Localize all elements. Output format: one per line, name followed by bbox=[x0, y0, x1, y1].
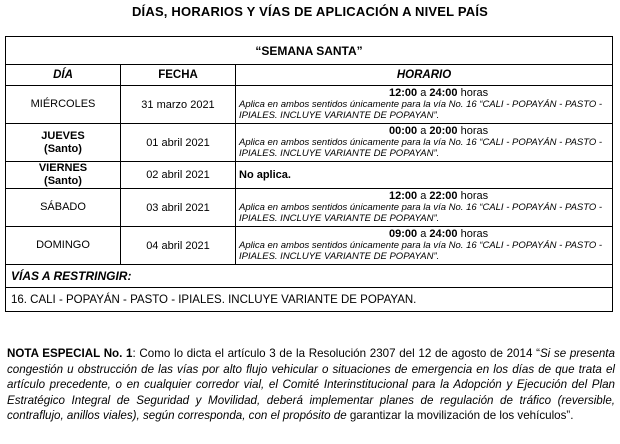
time-unit: horas bbox=[460, 125, 489, 137]
special-note-quote: Si se presenta congestión u obstrucción de las vías por alto flujo vehicular o situaciones de emergencia en los días de que trata el artículo precedente, o en cualquier corredor vial, el Comité Interinstitucional para la Adopción y Ejecución del Plan Estratégico Integral de Seguridad y Movilidad, deberá implementar planes de regulación de tráfico (reversible, contraflujo, anillos viales), según corresponda, con el propósito de bbox=[7, 347, 615, 423]
table-header-row bbox=[6, 65, 613, 86]
table-row bbox=[6, 124, 613, 162]
time-end: 24:00 bbox=[429, 87, 458, 99]
time-unit: horas bbox=[460, 190, 489, 202]
day-sublabel: (Santo) bbox=[44, 142, 82, 155]
date-cell: 03 abril 2021 bbox=[121, 189, 236, 227]
day-label: VIERNES bbox=[38, 162, 88, 174]
special-note-tail: garantizar la movilización de los vehículos”. bbox=[346, 409, 574, 423]
time-connector: a bbox=[420, 190, 427, 202]
day-label: SÁBADO bbox=[40, 201, 86, 213]
day-cell bbox=[6, 124, 121, 162]
schedule-cell bbox=[236, 124, 613, 162]
date-cell: 31 marzo 2021 bbox=[121, 86, 236, 124]
page-title: DÍAS, HORARIOS Y VÍAS DE APLICACIÓN A NIVEL PAÍS bbox=[131, 4, 489, 19]
schedule-cell bbox=[236, 189, 613, 227]
table-row bbox=[6, 162, 613, 189]
special-note-label: NOTA ESPECIAL No. 1 bbox=[7, 347, 133, 360]
time-unit: horas bbox=[460, 228, 489, 240]
table-banner: “SEMANA SANTA” bbox=[6, 37, 613, 65]
table-row bbox=[6, 227, 613, 265]
day-label: DOMINGO bbox=[36, 239, 90, 251]
day-cell bbox=[6, 162, 121, 189]
time-end: 22:00 bbox=[429, 190, 458, 202]
header-fecha: FECHA bbox=[121, 65, 236, 86]
schedule-cell bbox=[236, 227, 613, 265]
day-cell bbox=[6, 189, 121, 227]
schedule-note: Aplica en ambos sentidos únicamente para la vía No. 16 “CALI - POPAYÁN - PASTO - IPIALES. INCLUYE VARIANTE DE POPAYAN”. bbox=[239, 137, 603, 159]
special-note-lead: : Como lo dicta el artículo 3 de la Resolución 2307 del 12 de agosto de 2014 “ bbox=[132, 347, 540, 360]
time-start: 00:00 bbox=[389, 125, 418, 137]
date-cell: 04 abril 2021 bbox=[121, 227, 236, 265]
table-row bbox=[6, 189, 613, 227]
time-start: 09:00 bbox=[389, 228, 418, 240]
time-start: 12:00 bbox=[389, 190, 418, 202]
day-cell bbox=[6, 86, 121, 124]
header-dia: DÍA bbox=[6, 65, 121, 86]
schedule-note: Aplica en ambos sentidos únicamente para la vía No. 16 “CALI - POPAYÁN - PASTO - IPIALES. INCLUYE VARIANTE DE POPAYAN”. bbox=[239, 202, 603, 224]
time-connector: a bbox=[420, 125, 427, 137]
day-label: MIÉRCOLES bbox=[30, 98, 96, 110]
time-end: 24:00 bbox=[429, 228, 458, 240]
time-unit: horas bbox=[460, 87, 489, 99]
time-connector: a bbox=[420, 228, 427, 240]
date-cell: 01 abril 2021 bbox=[121, 124, 236, 162]
header-horario: HORARIO bbox=[236, 65, 613, 86]
schedule-table bbox=[5, 36, 613, 312]
schedule-note: Aplica en ambos sentidos únicamente para la vía No. 16 “CALI - POPAYÁN - PASTO - IPIALES. INCLUYE VARIANTE DE POPAYAN”. bbox=[239, 240, 603, 262]
restrict-header: VÍAS A RESTRINGIR: bbox=[6, 265, 613, 288]
special-note bbox=[7, 346, 615, 424]
time-end: 20:00 bbox=[429, 125, 458, 137]
table-row bbox=[6, 86, 613, 124]
day-cell bbox=[6, 227, 121, 265]
schedule-cell bbox=[236, 86, 613, 124]
date-cell: 02 abril 2021 bbox=[121, 162, 236, 189]
time-connector: a bbox=[420, 87, 427, 99]
day-sublabel: (Santo) bbox=[44, 175, 82, 187]
day-label: JUEVES bbox=[41, 129, 85, 142]
time-start: 12:00 bbox=[389, 87, 418, 99]
schedule-note: Aplica en ambos sentidos únicamente para la vía No. 16 “CALI - POPAYÁN - PASTO - IPIALES. INCLUYE VARIANTE DE POPAYAN”. bbox=[239, 99, 603, 121]
schedule-cell: No aplica. bbox=[236, 162, 613, 189]
restrict-value: 16. CALI - POPAYÁN - PASTO - IPIALES. INCLUYE VARIANTE DE POPAYAN. bbox=[6, 288, 613, 312]
